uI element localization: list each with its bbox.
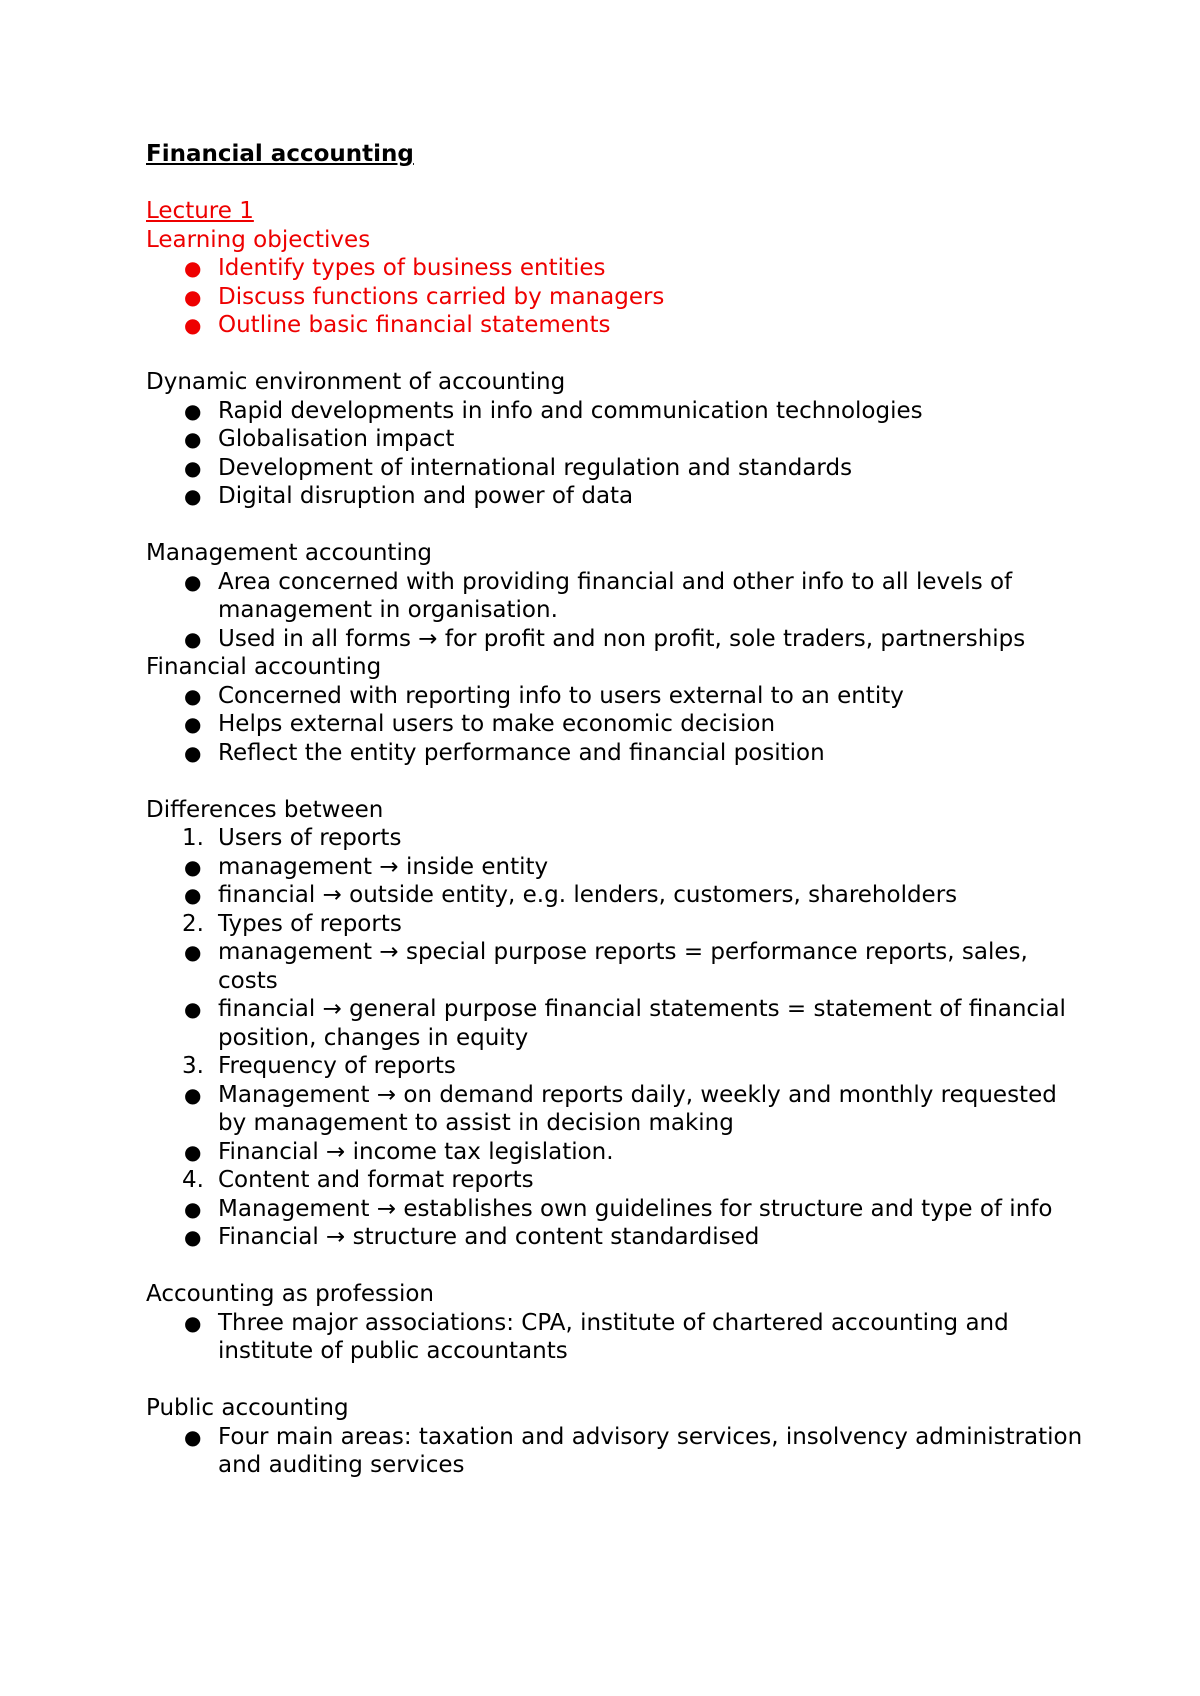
spacer: [146, 1366, 1086, 1395]
list-item: [146, 739, 1086, 768]
bullet-marker: ●: [184, 569, 202, 594]
list-item: [146, 995, 1086, 1052]
list-item-text: Discuss functions carried by managers: [218, 283, 665, 310]
bullet-marker: ●: [184, 484, 202, 508]
list-item: [146, 254, 1086, 283]
list-item-text: Content and format reports: [218, 1167, 534, 1193]
section-heading-profession: Accounting as profession: [146, 1281, 435, 1307]
list-item-text: Used in all forms → for profit and non profit, sole traders, partnerships: [218, 625, 1026, 652]
bullet-marker: ●: [184, 1139, 202, 1164]
list-item: [146, 938, 1086, 995]
list-item-text: Financial → structure and content standardised: [218, 1224, 760, 1250]
lecture-label: Lecture 1: [146, 198, 254, 224]
list-item-text: Three major associations: CPA, institute of chartered accounting and institute of public accountants: [218, 1309, 1009, 1364]
spacer: [146, 511, 1086, 540]
financial-list: [146, 682, 1086, 768]
list-item: [146, 283, 1086, 312]
bullet-marker: ●: [184, 284, 202, 309]
objectives-list: [146, 254, 1086, 340]
list-item-text: Reflect the entity performance and financial position: [218, 739, 825, 766]
bullet-marker: ●: [184, 256, 202, 280]
bullet-marker: ●: [184, 854, 202, 879]
list-item: [146, 625, 1086, 654]
bullet-marker: ●: [184, 455, 202, 480]
bullet-marker: ●: [184, 683, 202, 708]
list-item: [146, 1166, 1086, 1195]
list-item-text: Users of reports: [218, 825, 402, 851]
bullet-marker: ●: [184, 997, 202, 1021]
differences-list: [146, 824, 1086, 1252]
list-item-text: Globalisation impact: [218, 426, 455, 452]
bullet-marker: ●: [184, 1196, 202, 1221]
section-heading-public: Public accounting: [146, 1395, 349, 1421]
list-item-text: financial → general purpose financial statements = statement of financial position, changes in equity: [218, 996, 1066, 1051]
bullet-marker: ●: [184, 626, 202, 651]
number-marker: 1.: [182, 825, 204, 851]
list-item: [146, 710, 1086, 739]
bullet-marker: ●: [184, 1310, 202, 1335]
list-item: [146, 1309, 1086, 1366]
list-item: [146, 1223, 1086, 1252]
list-item: [146, 1081, 1086, 1138]
section-heading-dynamic: Dynamic environment of accounting: [146, 369, 566, 395]
list-item: [146, 425, 1086, 454]
number-marker: 4.: [182, 1167, 204, 1193]
list-item: [146, 397, 1086, 426]
number-marker: 3.: [182, 1053, 204, 1079]
section-heading-differences: Differences between: [146, 796, 384, 823]
list-item-text: financial → outside entity, e.g. lenders, customers, shareholders: [218, 882, 958, 908]
list-item: [146, 454, 1086, 483]
list-item: [146, 682, 1086, 711]
list-item-text: Outline basic financial statements: [218, 312, 611, 338]
list-item: [146, 1195, 1086, 1224]
list-item: [146, 1052, 1086, 1081]
list-item: [146, 910, 1086, 939]
list-item: [146, 881, 1086, 910]
list-item-text: management → special purpose reports = performance reports, sales, costs: [218, 939, 1028, 994]
list-item-text: Area concerned with providing financial and other info to all levels of management in organisation.: [218, 568, 1013, 623]
document-page: [146, 140, 1086, 1480]
list-item-text: Four main areas: taxation and advisory services, insolvency administration and auditing services: [218, 1423, 1083, 1478]
section-heading-financial: Financial accounting: [146, 654, 382, 680]
objectives-heading: Learning objectives: [146, 226, 371, 253]
bullet-marker: ●: [184, 398, 202, 423]
bullet-marker: ●: [184, 1225, 202, 1249]
list-item: [146, 482, 1086, 511]
bullet-marker: ●: [184, 1082, 202, 1107]
list-item-text: Identify types of business entities: [218, 255, 606, 281]
bullet-marker: ●: [184, 1424, 202, 1449]
bullet-marker: ●: [184, 712, 202, 736]
bullet-marker: ●: [184, 883, 202, 907]
list-item-text: Digital disruption and power of data: [218, 483, 634, 509]
list-item: [146, 311, 1086, 340]
list-item: [146, 568, 1086, 625]
document-title: Financial accounting: [146, 141, 414, 167]
bullet-marker: ●: [184, 740, 202, 765]
list-item: [146, 824, 1086, 853]
list-item: [146, 1423, 1086, 1480]
list-item-text: Helps external users to make economic decision: [218, 711, 776, 737]
list-item: [146, 853, 1086, 882]
list-item-text: Rapid developments in info and communication technologies: [218, 397, 923, 424]
spacer: [146, 767, 1086, 796]
list-item-text: management → inside entity: [218, 853, 549, 880]
list-item-text: Financial → income tax legislation.: [218, 1138, 614, 1165]
list-item-text: Types of reports: [218, 910, 402, 937]
number-marker: 2.: [182, 910, 204, 937]
list-item: [146, 1138, 1086, 1167]
list-item-text: Management → establishes own guidelines for structure and type of info: [218, 1195, 1053, 1222]
list-item-text: Development of international regulation and standards: [218, 454, 853, 481]
profession-list: [146, 1309, 1086, 1366]
dynamic-list: [146, 397, 1086, 511]
management-list: [146, 568, 1086, 654]
list-item-text: Management → on demand reports daily, weekly and monthly requested by management to assist in decision making: [218, 1081, 1057, 1136]
section-heading-management: Management accounting: [146, 540, 433, 566]
bullet-marker: ●: [184, 427, 202, 451]
public-list: [146, 1423, 1086, 1480]
bullet-marker: ●: [184, 940, 202, 964]
bullet-marker: ●: [184, 313, 202, 337]
spacer: [146, 340, 1086, 369]
spacer: [146, 169, 1086, 198]
list-item-text: Concerned with reporting info to users external to an entity: [218, 682, 904, 709]
spacer: [146, 1252, 1086, 1281]
list-item-text: Frequency of reports: [218, 1053, 456, 1079]
